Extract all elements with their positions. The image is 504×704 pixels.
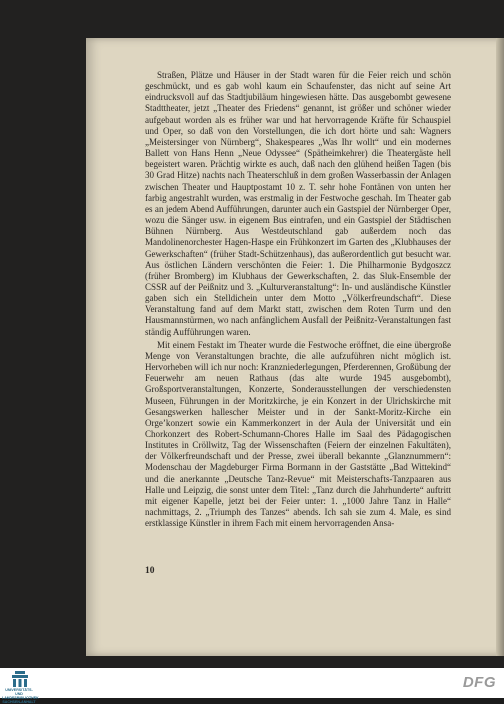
library-logo-text: UNIVERSITÄTS- UND LANDESBIBLIOTHEK SACHSEN-ANHALT [2, 688, 39, 704]
paragraph-2: Mit einem Festakt im Theater wurde die Festwoche eröffnet, die eine übergroße Menge von Veranstaltungen brachte, die alle aufzuführen nicht möglich ist. Hervorheben will ich nur noch: Kranzniederlegungen, Pferderennen, Großübung der Feuerwehr am neuen Rathaus (das alte wurde 1945 ausgebombt), Großsportveranstaltungen, Konzerte, Sonderausstellungen der verschiedensten Museen, Führungen in der Moritzkirche, je ein Konzert in der Ulrichskirche mit Gesangswerken hallescher Meister und in der Sankt-Moritz-Kirche ein Orge’konzert sowie ein Kammerkonzert in der Aula der Universität und ein Chorkonzert des Robert-Schumann-Chores Halle im Saal des Pädagogischen Institutes in Cröllwitz, Tag der Wissenschaften (Feiern der einzelnen Fakultäten), der Völkerfreundschaft und der Presse, zwei überall bekannte „Glanznummern“: Modenschau der Magdeburger Firma Bormann in der Gaststätte „Bad Wittekind“ und die anerkannte „Deutsche Tanz-Revue“ mit Meisterschafts-Tanzpaaren aus Halle und Leipzig, die sonst unter dem Titel: „Tanz durch die Jahrhunderte“ auftritt mit eigener Kapelle, jetzt bei der Feier unter: 1. „1000 Jahre Tanz in Halle“ nachmittags, 2. „Triumph des Tanzes“ abends. Ich sah sie zum 4. Male, es sind erstklassige Künstler in ihrem Fach mit einem hervorragenden Ansa- [145, 339, 451, 529]
dfg-logo: DFG [462, 674, 496, 691]
page-text [145, 70, 451, 529]
paragraph-1: Straßen, Plätze und Häuser in der Stadt waren für die Feier reich und schön geschmückt, und es gab wohl kaum ein Schaufenster, das nicht auf seine Art eindrucksvoll auf das Stadtjubiläum hingewiesen hätte. Das ausgebombt gewesene Stadttheater, jetzt „Theater des Friedens“ genannt, ist größer und schöner wieder aufgebaut worden als es früher war und hat hervorragende Kräfte für Schauspiel und Oper, so daß von den Vorstellungen, die ich dort hörte und sah: Wagners „Meistersinger von Nürnberg“, Shakespeares „Was Ihr wollt“ und ein modernes Ballett von Hans Henn „Neue Odyssee“ (Spätheimkehrer) die Theatergäste hell begeistert waren. Prächtig wirkte es auch, daß nach den glühend heißen Tagen (bis 30 Grad Hitze) nachts nach Theaterschluß in dem großen Wasserbassin der Anlagen zwischen Theater und Hauptpostamt 10 z. T. sehr hohe Fontänen von unten her farbig angestrahlt wurden, was erstmalig in der Festwoche geschah. Im Theater gab es an jedem Abend Aufführungen, darunter auch ein Gastspiel der Nürnberger Oper, wozu die Sänger usw. in eigenem Bus eintrafen, und ein Gastspiel der Städtischen Bühnen Nürnberg. Aus Westdeutschland gab außerdem noch das Mandolinenorchester Hagen-Haspe ein Frühkonzert im Garten des „Klubhauses der Gewerkschaften“ (früher Stadt-Schützenhaus), das außerordentlich gut besucht war. Aus östlichen Ländern verschönten die Feier: 1. Die Philharmonie Bydgoszcz (früher Bromberg) im Klubhaus der Gewerkschaften, 2. das Sluk-Ensemble der CSSR auf der Peißnitz und 3. „Kulturveranstaltung“: In- und ausländische Künstler gaben sich ein Stelldichein unter dem Motto „Völkerfreundschaft“. Diese Veranstaltung fand auf dem Markt statt, zwischen dem Roten Turm und den Hausmannstürmen, wo nach anfänglichem Ausfall der Peißnitz-Veranstaltungen fast ständig Aufführungen waren. [145, 70, 451, 337]
viewer-footer [0, 668, 504, 704]
page-edge-shadow [496, 38, 504, 656]
page-number: 10 [145, 566, 155, 576]
